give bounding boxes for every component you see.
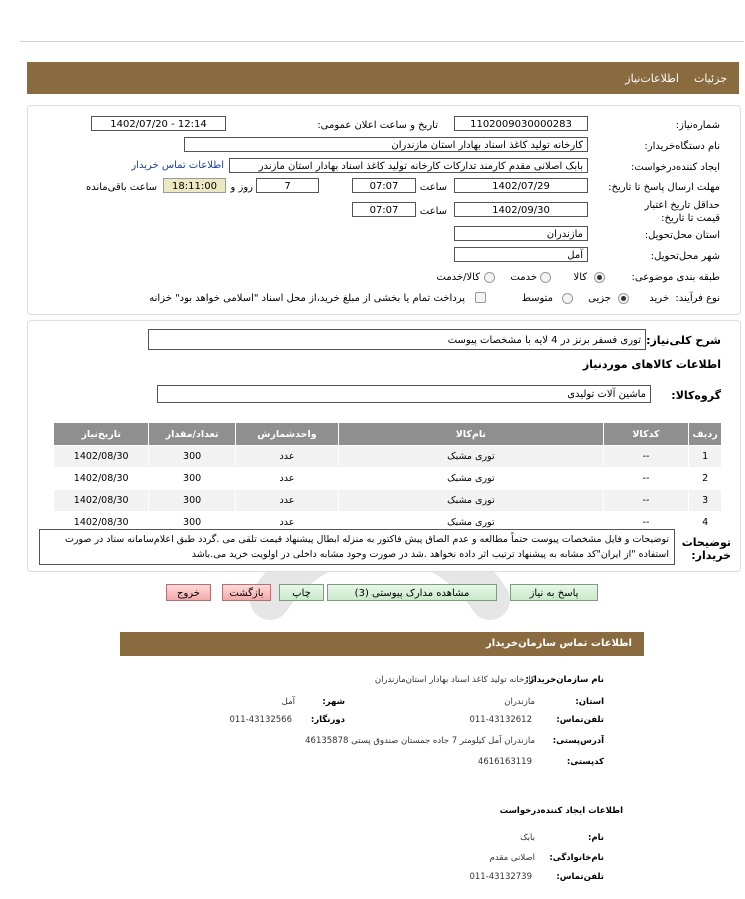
category-goods-service-label: کالا/خدمت bbox=[436, 272, 480, 283]
buyer-contact-link[interactable]: اطلاعات تماس خریدار bbox=[131, 160, 224, 171]
top-divider bbox=[20, 41, 744, 42]
category-goods-label: کالا bbox=[573, 272, 587, 283]
contact-province-value: مازندران bbox=[504, 697, 535, 707]
row-name: توری مشبک bbox=[339, 512, 604, 534]
contact-fax-value: 011-43132566 bbox=[229, 715, 292, 725]
creator-field: بابک اصلانی مقدم کارمند تدارکات کارخانه تولید کاغذ اسناد بهادار استان مازندر bbox=[229, 158, 588, 173]
category-service-radio[interactable] bbox=[540, 272, 551, 283]
validity-time-field: 07:07 bbox=[352, 202, 416, 217]
row-code: -- bbox=[603, 490, 689, 512]
col-unit: واحدشمارش bbox=[235, 423, 338, 446]
row-code: -- bbox=[603, 446, 689, 468]
contact-phone-label: تلفن‌تماس: bbox=[556, 715, 604, 725]
validity-label: حداقل تاریخ اعتبار قیمت تا تاریخ: bbox=[644, 200, 720, 224]
validity-time-label: ساعت bbox=[419, 206, 447, 217]
contact-city-value: آمل bbox=[281, 697, 295, 707]
creator-phone-value: 011-43132739 bbox=[469, 872, 532, 882]
breadcrumb-need-info[interactable]: اطلاعات‌نیاز bbox=[625, 72, 679, 85]
category-goods-radio[interactable] bbox=[594, 272, 605, 283]
row-number: 4 bbox=[689, 512, 722, 534]
col-row: ردیف bbox=[689, 423, 722, 446]
need-number-label: شماره‌نیاز: bbox=[675, 120, 720, 131]
row-quantity: 300 bbox=[149, 512, 235, 534]
exit-button[interactable]: خروج bbox=[166, 584, 211, 601]
col-code: کدکالا bbox=[603, 423, 689, 446]
goods-group-label: گروه‌کالا: bbox=[671, 389, 721, 402]
print-button[interactable]: چاپ bbox=[279, 584, 324, 601]
contact-org-label: نام سازمان‌خریدار: bbox=[525, 675, 604, 685]
province-field: مازندران bbox=[454, 226, 588, 241]
goods-group-field: ماشین آلات تولیدی bbox=[157, 385, 651, 403]
creator-section-title: اطلاعات ایجاد کننده‌درخواست bbox=[499, 806, 623, 816]
contact-phone-value: 011-43132612 bbox=[469, 715, 532, 725]
category-label: طبقه بندی موضوعی: bbox=[631, 272, 720, 283]
goods-info-title: اطلاعات کالاهای موردنیاز bbox=[582, 358, 721, 371]
col-quantity: تعداد/مقدار bbox=[149, 423, 235, 446]
announce-label: تاریخ و ساعت اعلان عمومی: bbox=[317, 120, 438, 131]
row-name: توری مشبک bbox=[339, 490, 604, 512]
contact-address-value: مازندران آمل کیلومتر 7 جاده جمستان صندوق پستی 46135878 bbox=[305, 736, 535, 746]
contact-header bbox=[120, 632, 644, 656]
row-number: 2 bbox=[689, 468, 722, 490]
treasury-payment-checkbox[interactable] bbox=[475, 292, 486, 303]
table-row bbox=[54, 490, 722, 512]
goods-table-header bbox=[54, 423, 722, 446]
goods-table bbox=[53, 422, 722, 534]
row-name: توری مشبک bbox=[339, 446, 604, 468]
contact-address-label: آدرس‌پستی: bbox=[552, 736, 604, 746]
send-deadline-label: مهلت ارسال پاسخ تا تاریخ: bbox=[608, 182, 720, 193]
row-unit: عدد bbox=[235, 490, 338, 512]
need-number-field: 1102009030000283 bbox=[454, 116, 588, 131]
creator-name-value: بابک bbox=[520, 833, 535, 843]
row-number: 3 bbox=[689, 490, 722, 512]
summary-label: شرح کلی‌نیاز: bbox=[646, 334, 721, 347]
send-time-label: ساعت bbox=[419, 182, 447, 193]
contact-city-label: شهر: bbox=[322, 697, 345, 707]
creator-label: ایجاد کننده‌درخواست: bbox=[631, 162, 720, 173]
process-label: نوع فرآیند: bbox=[675, 293, 720, 304]
process-buy-label: خرید bbox=[649, 293, 669, 304]
row-quantity: 300 bbox=[149, 468, 235, 490]
remaining-time-field: 18:11:00 bbox=[163, 178, 226, 193]
page-header bbox=[27, 62, 739, 94]
category-goods-service-radio[interactable] bbox=[484, 272, 495, 283]
row-number: 1 bbox=[689, 446, 722, 468]
contact-fax-label: دورنگار: bbox=[310, 715, 345, 725]
creator-name-label: نام: bbox=[587, 833, 604, 843]
announce-field: 1402/07/20 - 12:14 bbox=[91, 116, 226, 131]
table-row bbox=[54, 446, 722, 468]
row-quantity: 300 bbox=[149, 490, 235, 512]
creator-family-value: اصلانی مقدم bbox=[489, 853, 535, 863]
contact-postal-value: 4616163119 bbox=[477, 757, 532, 767]
reply-button[interactable]: پاسخ به نیاز bbox=[510, 584, 598, 601]
back-button[interactable]: بازگشت bbox=[222, 584, 271, 601]
notes-field: توضیحات و فایل مشخصات پیوست حتماً مطالعه و عدم الصاق پیش فاکتور به منزله ابطال پیشنهاد قیمت تلقی می .گردد طبق اعلام‌سامانه ستاد در صورت استفاده "از ایران"کد مشابه به پیشنهاد ترتیب اثر داده نخواهد .شد در صورت وجود مشابه داخلی در اولویت خرید می.باشد bbox=[39, 529, 675, 565]
row-unit: عدد bbox=[235, 446, 338, 468]
row-need-date: 1402/08/30 bbox=[54, 468, 149, 490]
process-medium-radio[interactable] bbox=[562, 293, 573, 304]
row-need-date: 1402/08/30 bbox=[54, 512, 149, 534]
process-medium-label: متوسط bbox=[521, 293, 553, 304]
col-name: نام‌کالا bbox=[339, 423, 604, 446]
row-code: -- bbox=[603, 468, 689, 490]
col-need-date: تاریخ‌نیاز bbox=[54, 423, 149, 446]
city-label: شهر محل‌تحویل: bbox=[650, 251, 720, 262]
creator-phone-label: تلفن‌تماس: bbox=[556, 872, 604, 882]
contact-title: اطلاعات تماس سازمان‌خریدار bbox=[485, 638, 632, 649]
days-label: روز و bbox=[230, 182, 253, 193]
buyer-label: نام دستگاه‌خریدار: bbox=[644, 141, 720, 152]
row-quantity: 300 bbox=[149, 446, 235, 468]
creator-family-label: نام‌خانوادگی: bbox=[549, 853, 604, 863]
province-label: استان محل‌تحویل: bbox=[644, 230, 720, 241]
notes-label: توضیحات خریدار: bbox=[681, 536, 731, 562]
send-time-field: 07:07 bbox=[352, 178, 416, 193]
row-need-date: 1402/08/30 bbox=[54, 490, 149, 512]
breadcrumb-details[interactable]: جزئیات bbox=[694, 72, 727, 85]
days-field: 7 bbox=[256, 178, 319, 193]
buyer-field: کارخانه تولید کاغذ اسناد بهادار استان مازندران bbox=[184, 137, 588, 152]
process-partial-radio[interactable] bbox=[618, 293, 629, 304]
contact-org-value: کارخانه تولید کاغذ اسناد بهادار استان‌مازندران bbox=[374, 675, 535, 685]
category-service-label: خدمت bbox=[510, 272, 537, 283]
remaining-label: ساعت باقی‌مانده bbox=[85, 182, 157, 193]
process-partial-label: جزیی bbox=[588, 293, 611, 304]
contact-province-label: استان: bbox=[575, 697, 604, 707]
contact-postal-label: کد‌پستی: bbox=[566, 757, 604, 767]
table-row bbox=[54, 468, 722, 490]
treasury-payment-note: پرداخت تمام یا بخشی از مبلغ خرید،از محل اسناد "اسلامی خواهد بود" خزانه bbox=[149, 293, 465, 304]
validity-date-field: 1402/09/30 bbox=[454, 202, 588, 217]
row-name: توری مشبک bbox=[339, 468, 604, 490]
city-field: آمل bbox=[454, 247, 588, 262]
row-need-date: 1402/08/30 bbox=[54, 446, 149, 468]
send-date-field: 1402/07/29 bbox=[454, 178, 588, 193]
row-unit: عدد bbox=[235, 468, 338, 490]
summary-field: توری فسفر برنز در 4 لایه با مشخصات پیوست bbox=[148, 329, 646, 350]
view-attachments-button[interactable]: مشاهده مدارک پیوستی (3) bbox=[327, 584, 497, 601]
row-code: -- bbox=[603, 512, 689, 534]
row-unit: عدد bbox=[235, 512, 338, 534]
